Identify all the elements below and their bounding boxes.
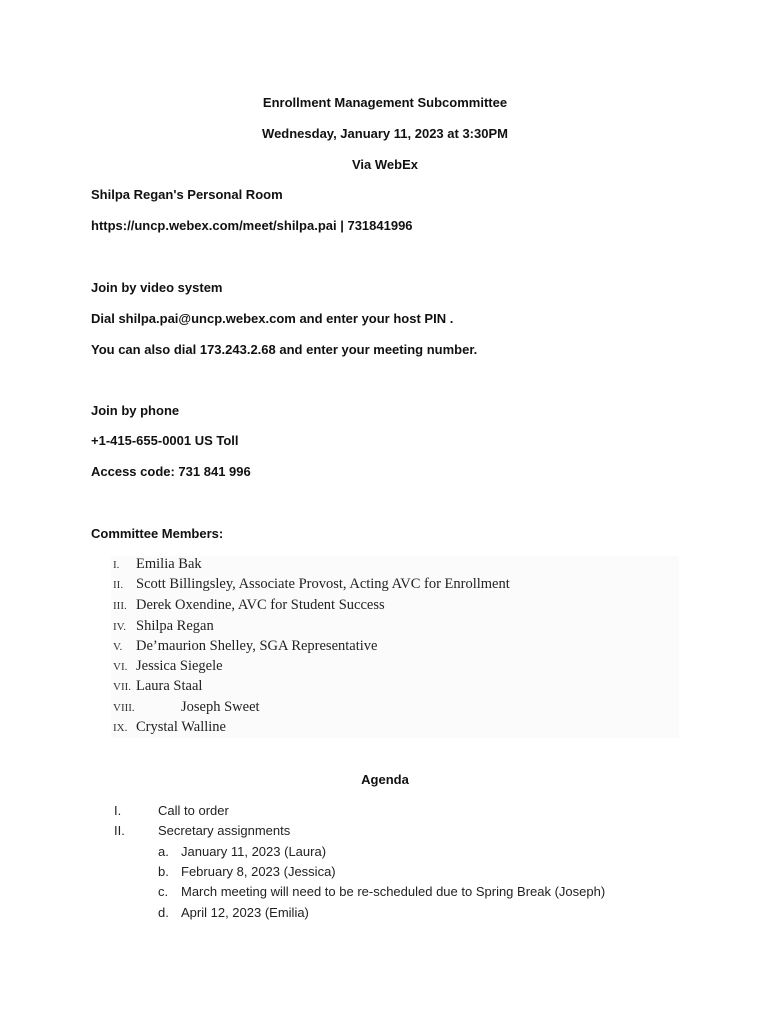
member-name: Laura Staal xyxy=(136,678,203,694)
member-name: Derek Oxendine, AVC for Student Success xyxy=(136,597,385,613)
member-name: Shilpa Regan xyxy=(136,618,214,634)
agenda-subitem: April 12, 2023 (Emilia) xyxy=(181,905,309,920)
list-number: II. xyxy=(113,579,124,591)
member-name: De’maurion Shelley, SGA Representative xyxy=(136,638,378,654)
phone-number: +1-415-655-0001 US Toll xyxy=(91,433,239,448)
list-number: III. xyxy=(113,600,127,612)
member-name: Crystal Walline xyxy=(136,719,226,735)
list-number: V. xyxy=(113,641,123,653)
list-number: IV. xyxy=(113,621,126,633)
meeting-link[interactable]: https://uncp.webex.com/meet/shilpa.pai | 731841996 xyxy=(91,218,413,233)
list-number: I. xyxy=(113,559,120,571)
member-name: Scott Billingsley, Associate Provost, Acting AVC for Enrollment xyxy=(136,576,510,592)
video-heading: Join by video system xyxy=(91,280,223,295)
member-name: Joseph Sweet xyxy=(181,699,260,715)
agenda-number: I. xyxy=(114,803,122,818)
meeting-date: Wednesday, January 11, 2023 at 3:30PM xyxy=(262,126,508,141)
document-title: Enrollment Management Subcommittee xyxy=(262,95,508,110)
list-number: VII. xyxy=(113,681,132,693)
agenda-subitem: January 11, 2023 (Laura) xyxy=(181,844,327,859)
member-name: Emilia Bak xyxy=(136,556,202,572)
meeting-platform: Via WebEx xyxy=(352,157,418,172)
committee-member-list xyxy=(111,556,679,738)
agenda-subitem-letter: c. xyxy=(158,884,169,899)
video-dial: Dial shilpa.pai@uncp.webex.com and enter your host PIN . xyxy=(91,311,454,326)
personal-room: Shilpa Regan's Personal Room xyxy=(91,187,283,202)
access-code: Access code: 731 841 996 xyxy=(91,464,251,479)
agenda-subitem-letter: a. xyxy=(158,844,169,859)
agenda-heading: Agenda xyxy=(361,772,409,787)
video-alt-dial: You can also dial 173.243.2.68 and enter your meeting number. xyxy=(91,342,478,357)
list-number: VIII. xyxy=(113,702,135,714)
agenda-subitem: February 8, 2023 (Jessica) xyxy=(181,864,336,879)
phone-heading: Join by phone xyxy=(91,403,180,418)
agenda-subitem-letter: b. xyxy=(158,864,169,879)
agenda-item: Secretary assignments xyxy=(158,823,291,838)
list-number: IX. xyxy=(113,722,128,734)
agenda-subitem: March meeting will need to be re-scheduled due to Spring Break (Joseph) xyxy=(181,884,606,899)
committee-heading: Committee Members: xyxy=(91,526,224,541)
agenda-item: Call to order xyxy=(158,803,229,818)
agenda-subitem-letter: d. xyxy=(158,905,169,920)
member-name: Jessica Siegele xyxy=(136,658,223,674)
agenda-number: II. xyxy=(114,823,125,838)
list-number: VI. xyxy=(113,661,128,673)
